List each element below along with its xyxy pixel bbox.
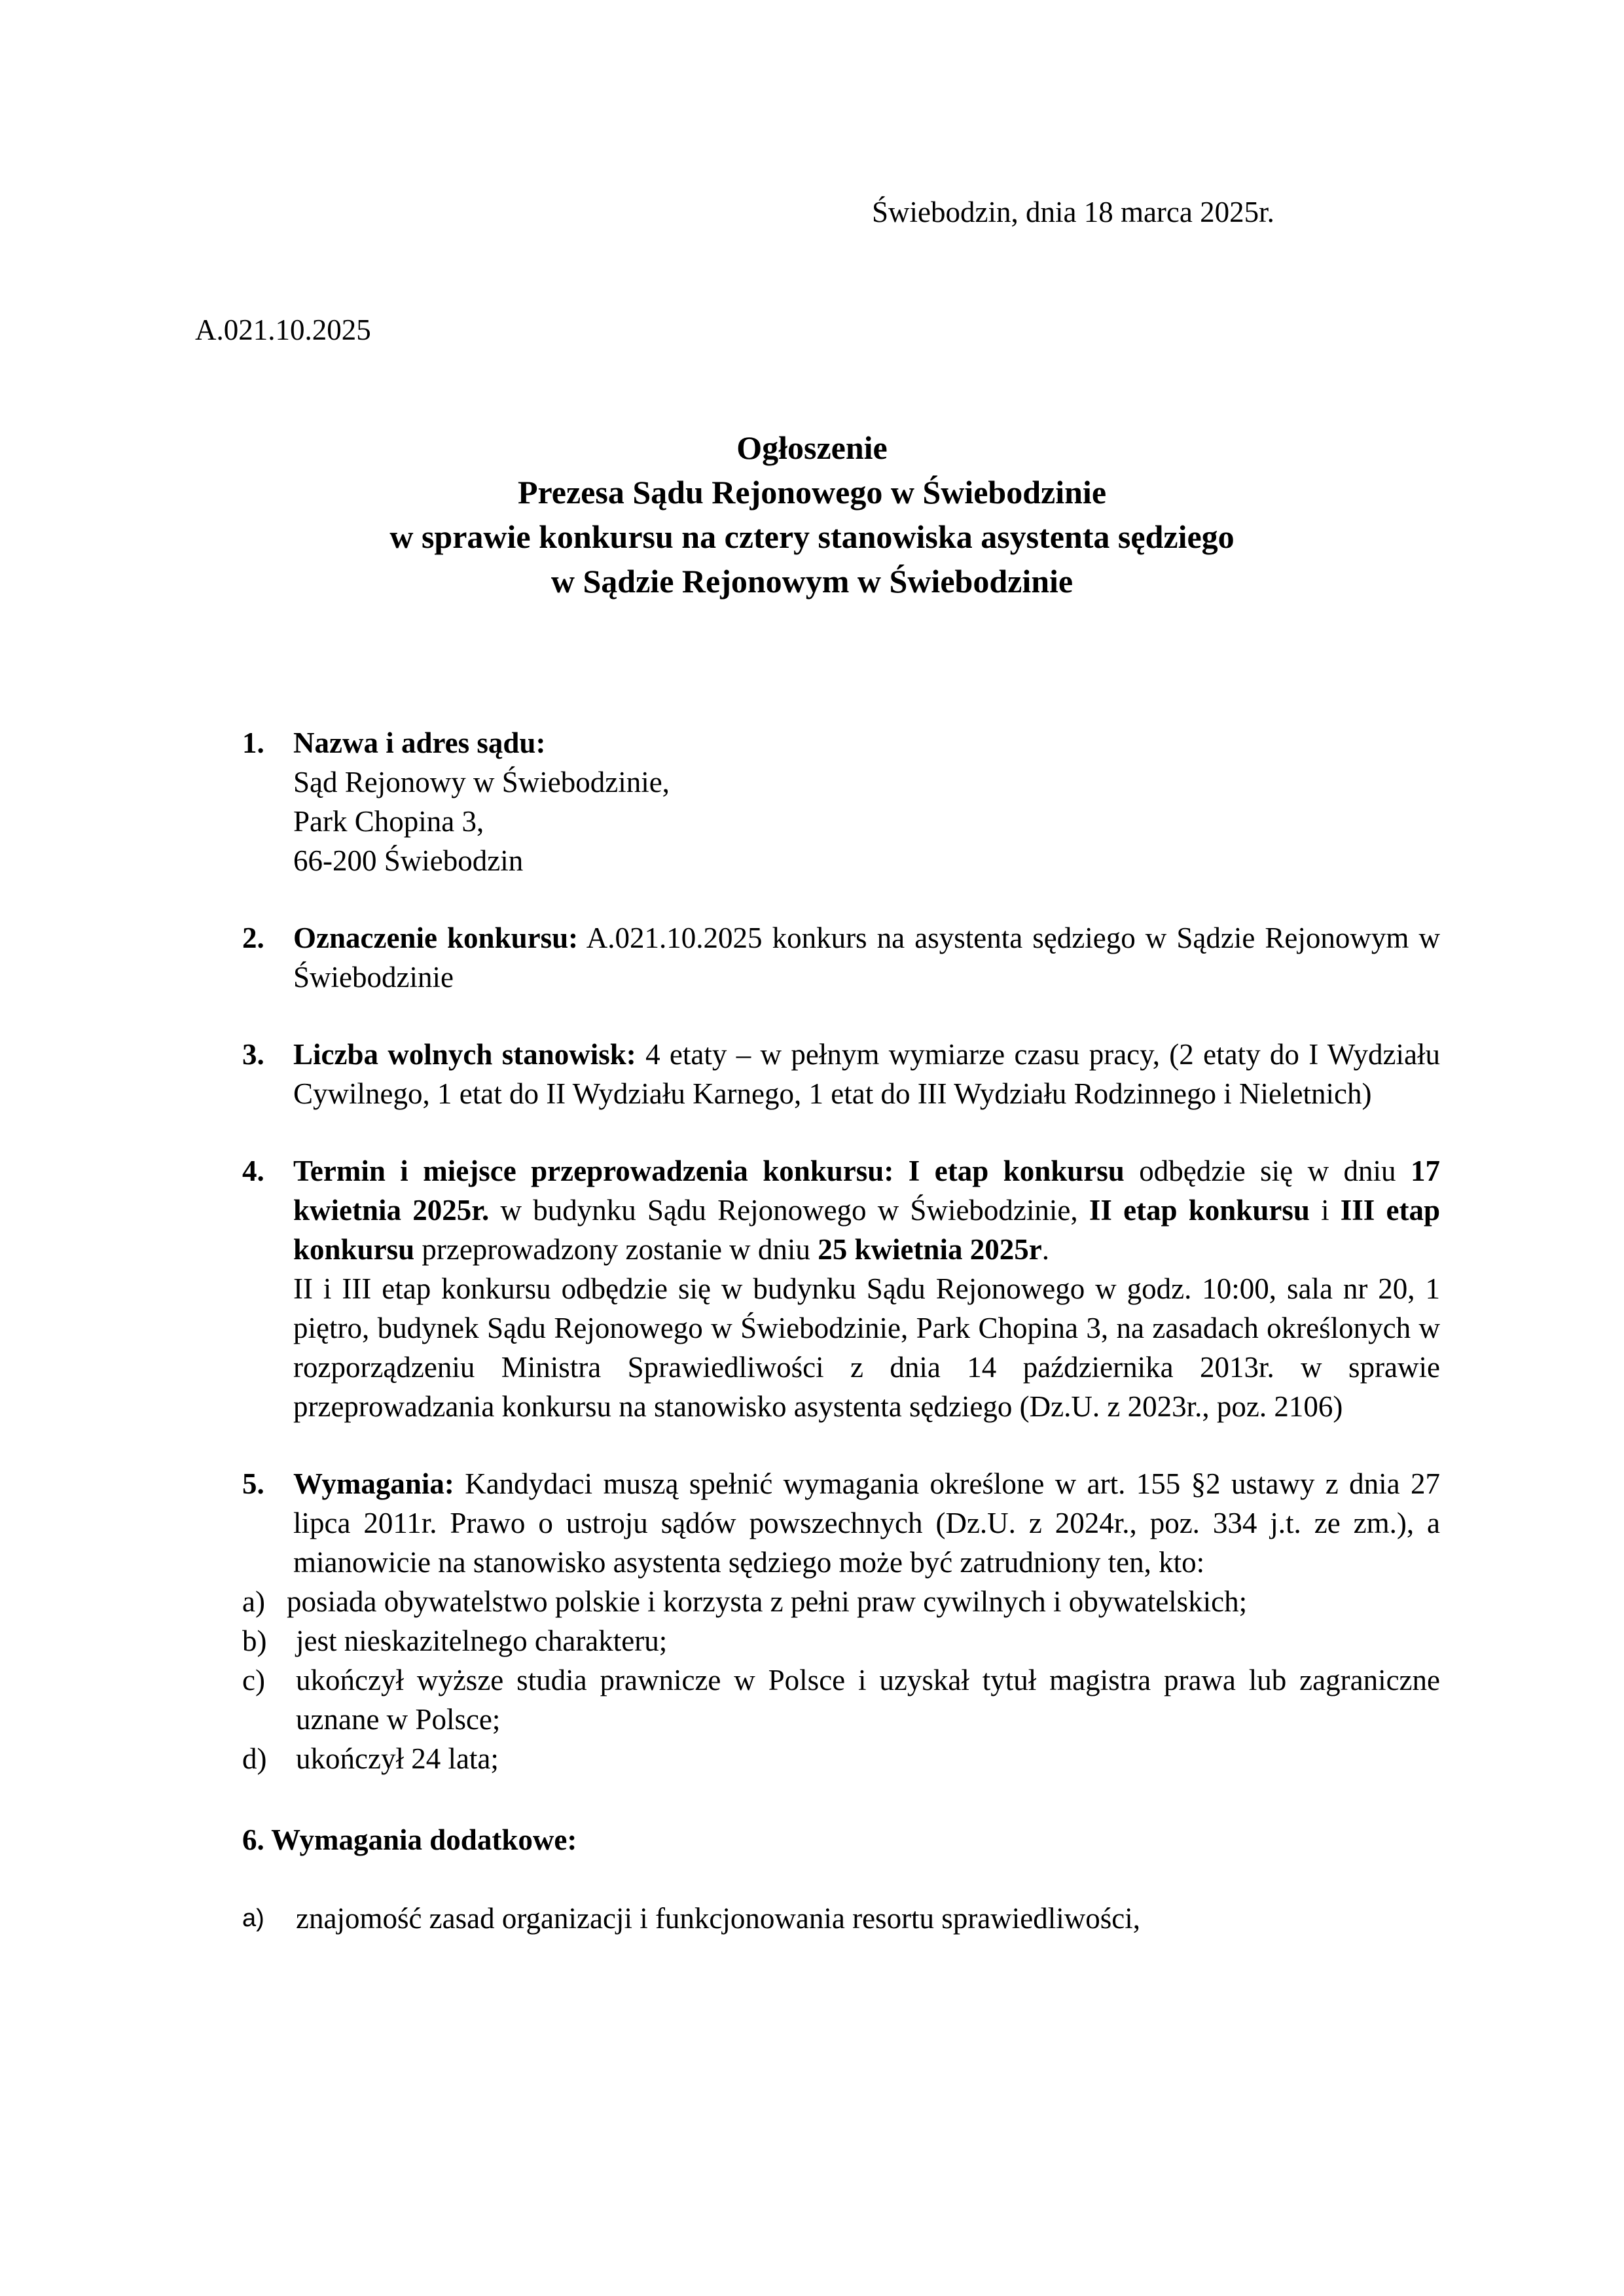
list-item-text: znajomość zasad organizacji i funkcjonowania resortu sprawiedliwości,: [296, 1902, 1140, 1935]
section-competition-id: [242, 918, 1440, 997]
title-line-4: w Sądzie Rejonowym w Świebodzinie: [550, 563, 1074, 600]
section-text: odbędzie się w dniu: [1124, 1155, 1411, 1187]
section-text: 4 etaty – w pełnym wymiarze czasu pracy, (2 etaty do I Wydziału Cywilnego, 1 etat do II Wydziału Karnego, 1 etat do III Wydziału Rodzinnego i Nieletnich): [293, 1038, 1440, 1110]
address-line: Sąd Rejonowy w Świebodzinie,: [293, 766, 670, 798]
section-requirements: [242, 1464, 1440, 1582]
address-line: Park Chopina 3,: [293, 805, 484, 838]
list-item-text: ukończył 24 lata;: [296, 1742, 499, 1775]
list-letter: c): [242, 1664, 265, 1696]
section-number: 1.: [242, 726, 264, 759]
stage-2-label: II etap konkursu: [1089, 1194, 1310, 1227]
list-letter: a): [242, 1905, 264, 1932]
section-court-address: [242, 723, 1440, 880]
section-number: 5.: [242, 1467, 264, 1500]
section-paragraph: II i III etap konkursu odbędzie się w budynku Sądu Rejonowego w godz. 10:00, sala nr 20, 1 piętro, budynek Sądu Rejonowego w Świebodzinie, Park Chopina 3, na zasadach określonych w rozporządzeniu Ministra Sprawiedliwości z dnia 14 października 2013r. w sprawie przeprowadzania konkursu na stanowisko asystenta sędziego (Dz.U. z 2023r., poz. 2106): [293, 1272, 1440, 1423]
section-heading-additional-requirements: 6. Wymagania dodatkowe:: [242, 1823, 577, 1856]
section-text: i: [1309, 1194, 1341, 1227]
list-item: [242, 1899, 1440, 1938]
document-date: Świebodzin, dnia 18 marca 2025r.: [872, 196, 1274, 228]
section-number: 3.: [242, 1038, 264, 1071]
section-heading: Nazwa i adres sądu:: [293, 726, 546, 759]
list-item-text: jest nieskazitelnego charakteru;: [296, 1624, 668, 1657]
address-line: 66-200 Świebodzin: [293, 844, 524, 877]
section-number: 2.: [242, 922, 264, 954]
list-item: [242, 1660, 1440, 1739]
list-letter: b): [242, 1624, 267, 1657]
stage-1-date: 17 kwietnia 2025r.: [293, 1155, 1440, 1227]
requirements-list: [242, 1582, 1440, 1778]
additional-requirements-list: [242, 1899, 1440, 1938]
title-line-2: Prezesa Sądu Rejonowego w Świebodzinie: [517, 474, 1107, 511]
title-line-3: w sprawie konkursu na cztery stanowiska asystenta sędziego: [389, 518, 1235, 555]
list-item: [242, 1739, 1440, 1778]
list-item-text: posiada obywatelstwo polskie i korzysta z pełni praw cywilnych i obywatelskich;: [287, 1585, 1248, 1618]
section-number: 4.: [242, 1155, 264, 1187]
section-text: przeprowadzony zostanie w dniu: [414, 1233, 818, 1266]
section-heading: Oznaczenie konkursu:: [293, 922, 579, 954]
stage-2-3-date: 25 kwietnia 2025r: [818, 1233, 1042, 1266]
stage-3-label: III etap konkursu: [293, 1194, 1440, 1266]
list-letter: d): [242, 1742, 267, 1775]
stage-1-label: I etap konkursu: [893, 1155, 1125, 1187]
announcement-title: [0, 425, 1624, 603]
reference-number: A.021.10.2025: [195, 314, 371, 346]
section-text: .: [1041, 1233, 1049, 1266]
section-text: Kandydaci muszą spełnić wymagania określone w art. 155 §2 ustawy z dnia 27 lipca 2011r. Prawo o ustroju sądów powszechnych (Dz.U. z 2024r., poz. 334 j.t. ze zm.), a mianowicie na stanowisko asystenta sędziego może być zatrudniony ten, kto:: [293, 1467, 1440, 1579]
section-heading: Wymagania:: [293, 1467, 454, 1500]
list-letter: a): [242, 1585, 265, 1618]
announcement-body: [242, 723, 1440, 1938]
list-item: [242, 1582, 1440, 1621]
section-heading: Termin i miejsce przeprowadzenia konkursu:: [293, 1155, 894, 1187]
list-item-text: ukończył wyższe studia prawnicze w Polsce i uzyskał tytuł magistra prawa lub zagraniczne uznane w Polsce;: [296, 1664, 1440, 1736]
section-heading: Liczba wolnych stanowisk:: [293, 1038, 636, 1071]
section-text: A.021.10.2025 konkurs na asystenta sędziego w Sądzie Rejonowym w Świebodzinie: [293, 922, 1440, 994]
section-vacancies: [242, 1035, 1440, 1113]
title-line-1: Ogłoszenie: [736, 429, 888, 466]
list-item: [242, 1621, 1440, 1660]
section-date-place: [242, 1151, 1440, 1426]
section-text: w budynku Sądu Rejonowego w Świebodzinie,: [489, 1194, 1089, 1227]
